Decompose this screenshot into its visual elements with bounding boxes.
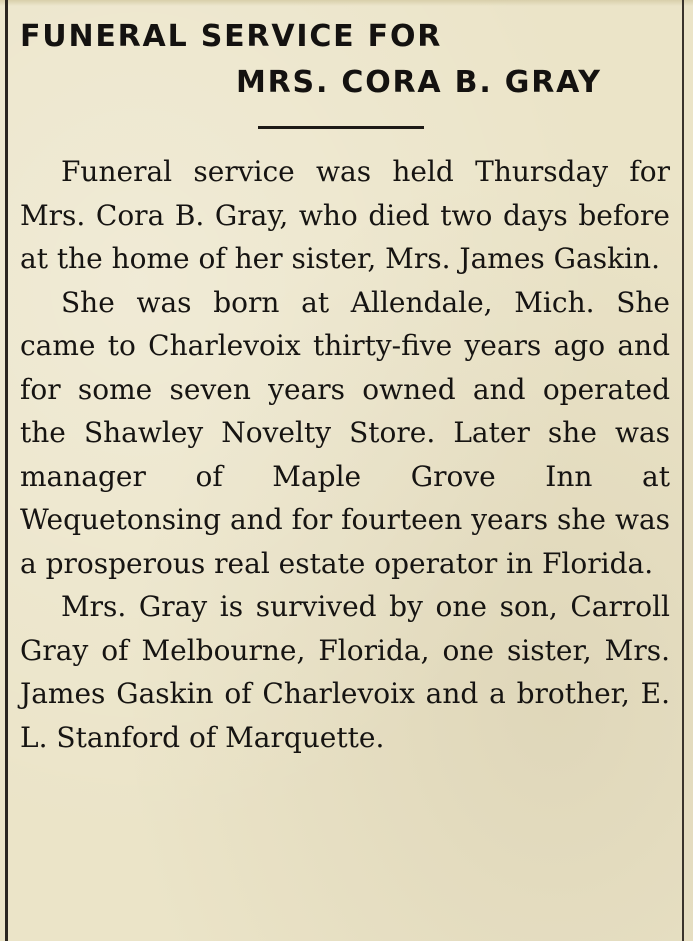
article-body (20, 150, 670, 759)
column-rule-right (682, 0, 684, 941)
headline-divider (258, 126, 424, 129)
column-rule-left (5, 0, 8, 941)
article-paragraph-3: Mrs. Gray is survived by one son, Carroll Gray of Melbourne, Florida, one sister, Mrs. James Gaskin of Charlevoix and a brother, E. L. Stanford of Marquette. (20, 590, 670, 754)
article-paragraph-2: She was born at Allendale, Mich. She came to Charlevoix thirty-five years ago and for some seven years owned and operated the Shawley Novelty Store. Later she was manager of Maple Grove Inn at Wequetonsing and for fourteen years she was a prosperous real estate operator in Florida. (20, 285, 670, 580)
headline-line-1: FUNERAL SERVICE FOR (20, 19, 443, 54)
torn-top-edge (0, 0, 693, 6)
article-paragraph-1: Funeral service was held Thursday for Mrs. Cora B. Gray, who died two days before at the home of her sister, Mrs. James Gaskin. (20, 155, 670, 275)
headline-line-2: MRS. CORA B. GRAY (236, 65, 602, 100)
